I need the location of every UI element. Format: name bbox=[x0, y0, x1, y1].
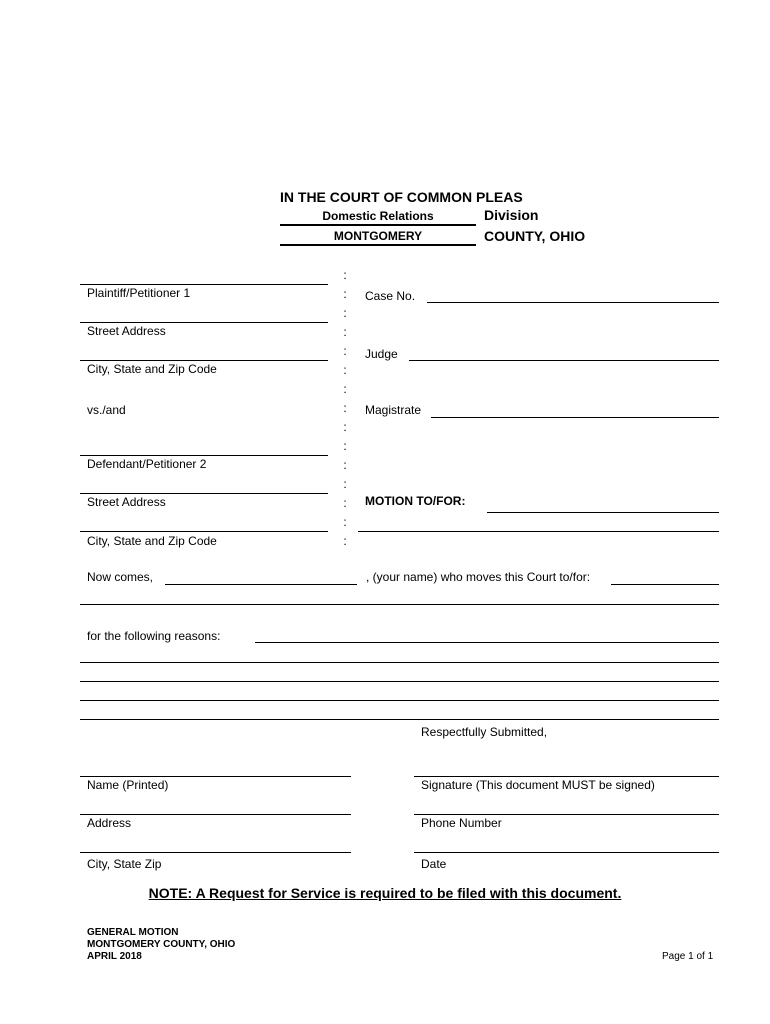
division-value: Domestic Relations bbox=[322, 209, 434, 223]
versus-label: vs./and bbox=[87, 403, 126, 417]
service-note: NOTE: A Request for Service is required to be filed with this document. bbox=[148, 885, 622, 901]
plaintiff-city-label: City, State and Zip Code bbox=[87, 362, 217, 376]
reasons-line-1 bbox=[255, 642, 719, 643]
magistrate-label: Magistrate bbox=[365, 403, 422, 417]
caption-colon: : bbox=[343, 515, 347, 529]
defendant-city-label: City, State and Zip Code bbox=[87, 534, 217, 548]
reasons-line-3 bbox=[80, 681, 719, 682]
mover-name-line bbox=[165, 584, 357, 585]
date-line bbox=[414, 852, 719, 853]
judge-field[interactable] bbox=[409, 343, 719, 359]
defendant-name-field[interactable] bbox=[80, 438, 328, 454]
page-number: Page 1 of 1 bbox=[662, 951, 714, 962]
now-comes-label: Now comes, bbox=[87, 570, 154, 584]
motion-field-1[interactable] bbox=[487, 495, 719, 511]
date-field[interactable] bbox=[414, 835, 719, 851]
caption-colon: : bbox=[343, 534, 347, 548]
moves-for-continued-line bbox=[80, 604, 719, 605]
caption-colon: : bbox=[343, 420, 347, 434]
phone-line bbox=[414, 814, 719, 815]
county-label: COUNTY, OHIO bbox=[484, 228, 586, 244]
motion-line-1 bbox=[487, 512, 719, 513]
defendant-street-line bbox=[80, 493, 328, 494]
address-field[interactable] bbox=[80, 797, 351, 813]
who-moves-label: , (your name) who moves this Court to/for: bbox=[366, 570, 591, 584]
moves-for-line bbox=[611, 584, 719, 585]
printed-name-label: Name (Printed) bbox=[87, 778, 169, 792]
reasons-line-5 bbox=[80, 719, 719, 720]
division-label: Division bbox=[484, 207, 539, 223]
caption-colon: : bbox=[343, 382, 347, 396]
address-label: Address bbox=[87, 816, 132, 830]
caption-colon: : bbox=[343, 268, 347, 282]
signature-field[interactable] bbox=[414, 759, 719, 775]
footer-county: MONTGOMERY COUNTY, OHIO bbox=[87, 939, 236, 950]
plaintiff-name-field[interactable] bbox=[80, 267, 328, 283]
case-no-label: Case No. bbox=[365, 289, 416, 303]
county-value: MONTGOMERY bbox=[333, 229, 423, 243]
footer-form-name: GENERAL MOTION bbox=[87, 927, 179, 938]
printed-name-line bbox=[80, 776, 351, 777]
caption-colon: : bbox=[343, 496, 347, 510]
caption-colon: : bbox=[343, 325, 347, 339]
reasons-line-4 bbox=[80, 700, 719, 701]
court-title: IN THE COURT OF COMMON PLEAS bbox=[280, 189, 523, 205]
plaintiff-label: Plaintiff/Petitioner 1 bbox=[87, 286, 191, 300]
case-no-line bbox=[427, 302, 719, 303]
signature-label: Signature (This document MUST be signed) bbox=[421, 778, 655, 792]
division-underline bbox=[280, 224, 476, 226]
reasons-field-5[interactable] bbox=[80, 702, 719, 718]
plaintiff-city-field[interactable] bbox=[80, 344, 328, 360]
footer-date: APRIL 2018 bbox=[87, 951, 142, 962]
printed-name-field[interactable] bbox=[80, 759, 351, 775]
judge-line bbox=[409, 360, 719, 361]
plaintiff-street-line bbox=[80, 322, 328, 323]
magistrate-line bbox=[431, 417, 719, 418]
reasons-line-2 bbox=[80, 662, 719, 663]
caption-colon: : bbox=[343, 477, 347, 491]
motion-line-2 bbox=[358, 531, 719, 532]
mover-name-field[interactable] bbox=[165, 568, 357, 584]
date-label: Date bbox=[421, 857, 447, 871]
plaintiff-name-line bbox=[80, 284, 328, 285]
motion-label: MOTION TO/FOR: bbox=[365, 494, 466, 508]
caption-colon: : bbox=[343, 287, 347, 301]
defendant-city-line bbox=[80, 531, 328, 532]
caption-colon: : bbox=[343, 363, 347, 377]
plaintiff-city-line bbox=[80, 360, 328, 361]
defendant-street-label: Street Address bbox=[87, 495, 166, 509]
judge-label: Judge bbox=[365, 347, 398, 361]
signature-line bbox=[414, 776, 719, 777]
plaintiff-street-field[interactable] bbox=[80, 305, 328, 321]
reasons-label: for the following reasons: bbox=[87, 629, 221, 643]
reasons-field-4[interactable] bbox=[80, 683, 719, 699]
moves-for-field[interactable] bbox=[611, 568, 719, 584]
city-state-zip-line bbox=[80, 852, 351, 853]
defendant-label: Defendant/Petitioner 2 bbox=[87, 457, 207, 471]
city-state-zip-label: City, State Zip bbox=[87, 857, 162, 871]
defendant-name-line bbox=[80, 455, 328, 456]
phone-field[interactable] bbox=[414, 797, 719, 813]
caption-colon: : bbox=[343, 306, 347, 320]
county-underline bbox=[280, 244, 476, 246]
reasons-field-3[interactable] bbox=[80, 664, 719, 680]
plaintiff-street-label: Street Address bbox=[87, 324, 166, 338]
moves-for-continued-field[interactable] bbox=[80, 587, 719, 603]
caption-colon: : bbox=[343, 344, 347, 358]
reasons-field-2[interactable] bbox=[80, 645, 719, 661]
defendant-city-field[interactable] bbox=[80, 514, 328, 530]
address-line bbox=[80, 814, 351, 815]
magistrate-field[interactable] bbox=[431, 400, 719, 416]
defendant-street-field[interactable] bbox=[80, 476, 328, 492]
caption-colon: : bbox=[343, 439, 347, 453]
respectfully-submitted: Respectfully Submitted, bbox=[421, 725, 548, 739]
caption-colon: : bbox=[343, 401, 347, 415]
city-state-zip-field[interactable] bbox=[80, 835, 351, 851]
phone-label: Phone Number bbox=[421, 816, 502, 830]
reasons-field-1[interactable] bbox=[255, 625, 719, 641]
caption-colon: : bbox=[343, 458, 347, 472]
motion-field-2[interactable] bbox=[358, 514, 719, 530]
case-no-field[interactable] bbox=[427, 285, 719, 301]
